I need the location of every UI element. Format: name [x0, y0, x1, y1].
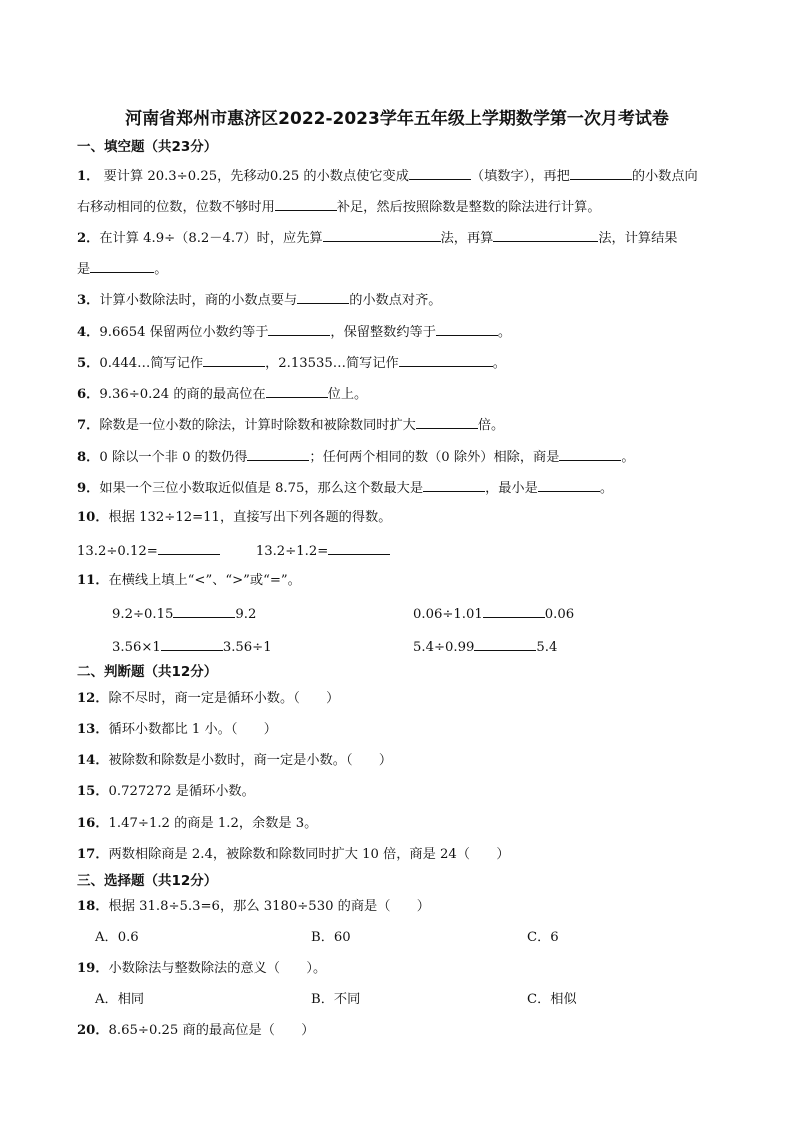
answer-blank[interactable] — [297, 290, 349, 304]
question-11 — [77, 572, 301, 590]
question-text: 。 — [497, 325, 512, 340]
compare-item: 0.06÷1.01 0.06 — [413, 604, 574, 624]
answer-blank[interactable] — [416, 415, 478, 429]
answer-blank[interactable] — [493, 228, 598, 242]
question-1-cont — [77, 197, 601, 217]
question-text: 0.444…简写记作 — [99, 356, 204, 371]
section-fill-blank: 一、填空题（共23分） — [77, 139, 218, 155]
question-text: ；任何两个相同的数（0 除外）相除，商是 — [309, 450, 560, 465]
question-text: 在计算 4.9÷（8.2－4.7）时，应先算 — [99, 231, 323, 246]
expression: 13.2÷1.2= — [255, 544, 329, 559]
question-text: 。 — [154, 262, 168, 277]
question-text: ，2.13535…简写记作 — [265, 356, 399, 371]
answer-blank[interactable] — [483, 604, 545, 618]
answer-blank[interactable] — [399, 353, 493, 367]
answer-blank[interactable] — [173, 604, 235, 618]
question-text: 。 — [492, 356, 506, 371]
expression: 13.2÷0.12= — [77, 544, 158, 559]
answer-blank[interactable] — [423, 478, 485, 492]
question-8 — [77, 447, 635, 467]
option-b[interactable]: B．不同 — [311, 992, 361, 1007]
question-number: 2． — [77, 231, 100, 246]
option-c[interactable]: C．6 — [527, 930, 559, 945]
question-text: 根据 132÷12=11，直接写出下列各题的得数。 — [108, 510, 392, 525]
answer-blank[interactable] — [275, 197, 337, 211]
question-text: 在横线上填上“<”、“>”或“=”。 — [108, 573, 301, 588]
question-3 — [77, 290, 442, 310]
question-10 — [77, 509, 391, 527]
question-number: 8． — [77, 450, 100, 465]
question-text: ，最小是 — [485, 481, 538, 496]
question-10-exprs — [77, 541, 390, 561]
answer-blank[interactable] — [436, 322, 498, 336]
option-c[interactable]: C．相似 — [527, 992, 577, 1007]
question-text: 法，再算 — [440, 231, 494, 246]
question-text: 位上。 — [327, 387, 368, 402]
question-text: 。 — [599, 481, 613, 496]
question-text: 9.36÷0.24 的商的最高位在 — [99, 387, 266, 402]
question-text: ，保留整数约等于 — [330, 325, 436, 340]
option-a[interactable]: A．相同 — [95, 992, 145, 1007]
answer-blank[interactable] — [158, 541, 220, 555]
answer-blank[interactable] — [268, 322, 330, 336]
question-number: 10． — [77, 510, 109, 525]
question-9 — [77, 478, 613, 498]
question-text: 法，计算结果 — [598, 231, 678, 246]
answer-blank[interactable] — [409, 166, 471, 180]
question-text: 9.6654 保留两位小数约等于 — [99, 325, 269, 340]
answer-blank[interactable] — [266, 384, 328, 398]
question-text: 的小数点对齐。 — [349, 293, 442, 308]
question-number: 4． — [77, 325, 100, 340]
answer-blank[interactable] — [328, 541, 390, 555]
answer-blank[interactable] — [474, 637, 536, 651]
question-1 — [77, 166, 698, 186]
question-15: 15．0.727272 是循环小数。 — [77, 784, 255, 799]
question-text: 除数是一位小数的除法，计算时除数和被除数同时扩大 — [99, 418, 416, 433]
question-18: 18．根据 31.8÷5.3=6，那么 3180÷530 的商是（ ） — [77, 899, 430, 914]
compare-item: 9.2÷0.15 9.2 — [112, 604, 256, 624]
answer-blank[interactable] — [559, 447, 621, 461]
question-text: 是 — [77, 262, 91, 277]
question-20: 20．8.65÷0.25 商的最高位是（ ） — [77, 1023, 315, 1038]
question-text: 如果一个三位小数取近似值是 8.75，那么这个数最大是 — [99, 481, 424, 496]
question-number: 7． — [77, 418, 100, 433]
question-text: 的小数点向 — [631, 169, 698, 184]
question-text: （填数字），再把 — [470, 169, 570, 184]
question-text: 倍。 — [477, 418, 505, 433]
question-text: 右移动相同的位数，位数不够时用 — [77, 200, 275, 215]
question-14: 14．被除数和除数是小数时，商一定是小数。（ ） — [77, 753, 393, 768]
question-12: 12．除不尽时，商一定是循环小数。（ ） — [77, 691, 340, 706]
question-6 — [77, 384, 367, 404]
question-5 — [77, 353, 506, 373]
question-number: 1． — [77, 169, 100, 184]
answer-blank[interactable] — [90, 259, 154, 273]
answer-blank[interactable] — [247, 447, 309, 461]
page-title: 河南省郑州市惠济区2022-2023学年五年级上学期数学第一次月考试卷 — [125, 109, 669, 129]
compare-item: 5.4÷0.99 5.4 — [413, 637, 557, 657]
question-2 — [77, 228, 677, 248]
answer-blank[interactable] — [203, 353, 265, 367]
question-13: 13．循环小数都比 1 小。（ ） — [77, 722, 277, 737]
answer-blank[interactable] — [538, 478, 600, 492]
question-text: 补足，然后按照除数是整数的除法进行计算。 — [336, 200, 601, 215]
question-16: 16．1.47÷1.2 的商是 1.2，余数是 3。 — [77, 816, 318, 831]
answer-blank[interactable] — [570, 166, 632, 180]
question-17: 17．两数相除商是 2.4，被除数和除数同时扩大 10 倍，商是 24（ ） — [77, 847, 510, 862]
question-text: 。 — [621, 450, 635, 465]
option-b[interactable]: B．60 — [311, 930, 351, 945]
section-true-false: 二、判断题（共12分） — [77, 664, 218, 680]
question-number: 5． — [77, 356, 100, 371]
question-text: 计算小数除法时，商的小数点要与 — [99, 293, 298, 308]
question-7 — [77, 415, 504, 435]
question-4 — [77, 322, 511, 342]
question-text: 要计算 20.3÷0.25，先移动0.25 的小数点使它变成 — [99, 169, 409, 184]
option-a[interactable]: A．0.6 — [95, 930, 139, 945]
answer-blank[interactable] — [323, 228, 441, 242]
question-number: 11． — [77, 573, 109, 588]
compare-item: 3.56×1 3.56÷1 — [112, 637, 272, 657]
question-2-cont — [77, 259, 167, 279]
question-text: 0 除以一个非 0 的数仍得 — [99, 450, 248, 465]
section-multiple-choice: 三、选择题（共12分） — [77, 873, 218, 889]
question-number: 6． — [77, 387, 100, 402]
answer-blank[interactable] — [161, 637, 223, 651]
question-19: 19．小数除法与整数除法的意义（ ）。 — [77, 961, 327, 976]
question-number: 9． — [77, 481, 100, 496]
question-number: 3． — [77, 293, 100, 308]
